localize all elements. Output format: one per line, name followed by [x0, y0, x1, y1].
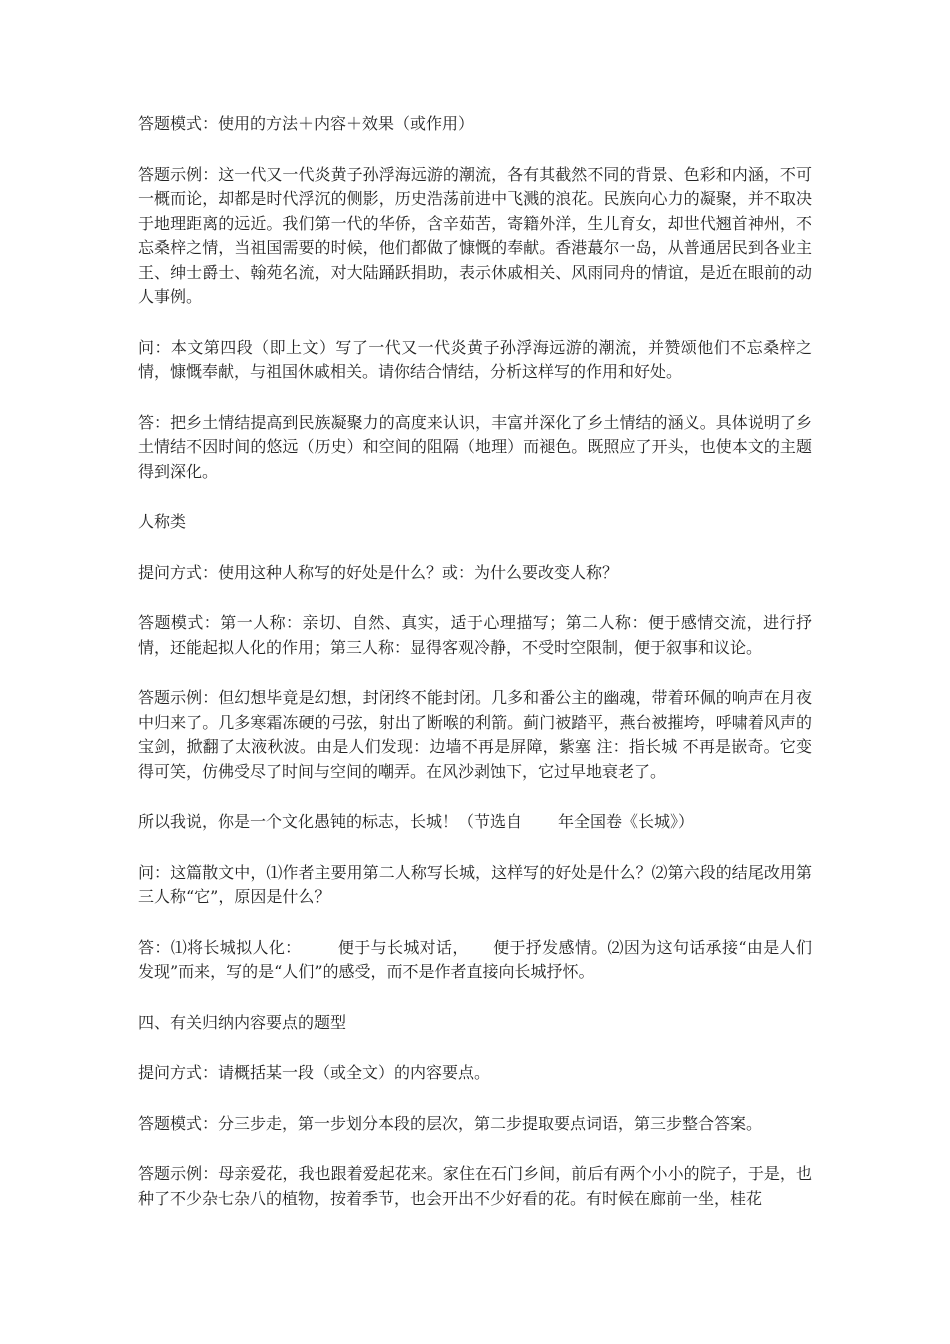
paragraph-question-great-wall: 问：这篇散文中，⑴作者主要用第二人称写长城，这样写的好处是什么？⑵第六段的结尾改用第三人称“它”，原因是什么？	[138, 862, 812, 906]
answer-part-2: 便于与长城对话，	[337, 937, 469, 957]
paragraph-answer: 答：把乡土情结提高到民族凝聚力的高度来认识，丰富并深化了乡土情结的涵义。具体说明了乡土情结不因时间的悠远（历史）和空间的阻隔（地理）而褪色。既照应了开头，也使本文的主题得到深化。	[138, 412, 812, 481]
paragraph-answer-pattern-person: 答题模式：第一人称：亲切、自然、真实，适于心理描写；第二人称：便于感情交流，进行抒情，还能起拟人化的作用；第三人称：显得客观冷静，不受时空限制，便于叙事和议论。	[138, 613, 812, 657]
paragraph-answer-great-wall	[138, 936, 812, 985]
paragraph-answer-example: 答题示例：这一代又一代炎黄子孙浮海远游的潮流，各有其截然不同的背景、色彩和内涵，不可一概而论，却都是时代浮沉的侧影，历史浩荡前进中飞溅的浪花。民族向心力的凝聚，并不取决于地理距离的远近。我们第一代的华侨，含辛茹苦，寄籍外洋，生儿育女，却世代翘首神州，不忘桑梓之情，当祖国需要的时候，他们都做了慷慨的奉献。香港蕞尔一岛，从普通居民到各业主王、绅士爵士、翰苑名流，对大陆踊跃捐助，表示休戚相关、风雨同舟的情谊，是近在眼前的动人事例。	[138, 164, 812, 306]
paragraph-answer-example-summary: 答题示例：母亲爱花，我也跟着爱起花来。家住在石门乡间，前后有两个小小的院子，于是，也种了不少杂七杂八的植物，按着季节，也会开出不少好看的花。有时候在廊前一坐，桂花	[138, 1164, 812, 1208]
paragraph-answer-example-great-wall: 答题示例：但幻想毕竟是幻想，封闭终不能封闭。几多和番公主的幽魂，带着环佩的响声在月夜中归来了。几多寒霜冻硬的弓弦，射出了断喉的利箭。蓟门被踏平，燕台被摧垮，呼啸着风声的宝剑，掀翻了太液秋波。由是人们发现：边墙不再是屏障，紫塞 注：指长城 不再是嵌奇。它变得可笑，仿佛受尽了时间与空间的嘲弄。在风沙剥蚀下，它过早地衰老了。	[138, 688, 812, 781]
quote-source: 年全国卷《长城》）	[558, 812, 695, 831]
section-heading-person: 人称类	[138, 512, 187, 531]
answer-part-3: 便于抒发感情。⑵因为这句话承接“由是人们发现”而来，写的是“人们”的感受，而不是作者直接向长城抒怀。	[138, 937, 812, 981]
paragraph-question-summary: 提问方式：请概括某一段（或全文）的内容要点。	[138, 1063, 491, 1082]
paragraph-answer-pattern: 答题模式：使用的方法＋内容＋效果（或作用）	[138, 114, 475, 133]
paragraph-answer-pattern-summary: 答题模式：分三步走，第一步划分本段的层次，第二步提取要点词语，第三步整合答案。	[138, 1113, 763, 1133]
paragraph-question-method: 提问方式：使用这种人称写的好处是什么？或：为什么要改变人称？	[138, 562, 619, 582]
quote-text: 所以我说，你是一个文化愚钝的标志，长城！（节选自	[138, 812, 523, 831]
paragraph-great-wall-quote	[138, 810, 812, 835]
section-heading-summary: 四、有关归纳内容要点的题型	[138, 1012, 347, 1032]
paragraph-question: 问：本文第四段（即上文）写了一代又一代炎黄子孙浮海远游的潮流，并赞颂他们不忘桑梓之情，慷慨奉献，与祖国休戚相关。请你结合情结，分析这样写的作用和好处。	[138, 337, 812, 381]
answer-part-1: 答：⑴将长城拟人化：	[138, 937, 302, 957]
document-body	[138, 112, 812, 1237]
